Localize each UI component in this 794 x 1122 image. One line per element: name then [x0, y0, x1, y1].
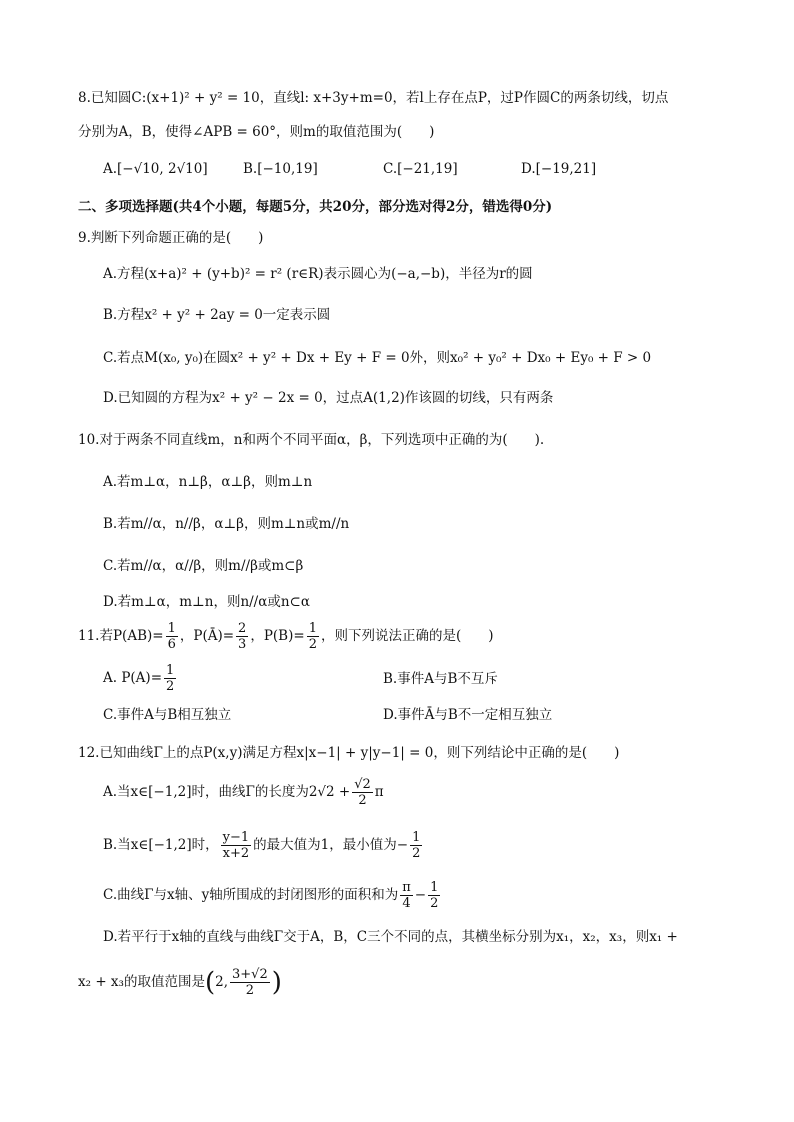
q12-option-b: B.当x∈[−1,2]时， $\frac{y-1}{x+2}$ 的最大值为1，最小值为− $\frac{1}{2}$: [103, 830, 421, 861]
q12-option-d-line1: D.若平行于x轴的直线与曲线Γ交于A，B，C三个不同的点，其横坐标分别为x₁，x₂，x₃，则x₁ +: [103, 929, 678, 945]
q10-option-d: D.若m⊥α，m⊥n，则n//α或n⊂α: [103, 594, 310, 610]
fraction: $\frac{\pi}{4}$: [402, 880, 411, 911]
fraction: $\frac{1}{2}$: [430, 880, 439, 911]
q12-stem: 12.已知曲线Γ上的点P(x,y)满足方程x|x−1| + y|y−1| = 0，则下列结论中正确的是( ): [78, 745, 620, 761]
fraction: $\frac{1}{2}$: [308, 621, 317, 652]
q9-stem: 9.判断下列命题正确的是( ): [78, 230, 264, 246]
q10-stem: 10.对于两条不同直线m，n和两个不同平面α，β，下列选项中正确的为( ).: [78, 432, 545, 448]
q8-option-a: A.[−√10, 2√10]: [103, 161, 208, 177]
q11-option-c: C.事件A与B相互独立: [103, 707, 232, 723]
q8-option-c: C.[−21,19]: [383, 161, 458, 177]
fraction: $\frac{1}{6}$: [167, 621, 176, 652]
fraction: $\frac{1}{2}$: [166, 663, 175, 694]
q10-option-b: B.若m//α，n//β，α⊥β，则m⊥n或m//n: [103, 516, 350, 532]
fraction: $\frac{√2}{2}$: [354, 777, 371, 808]
q11-stem: 11.若P(AB)= $\frac{1}{6}$ ，P(Ā)= $\frac{2}{3}$ ，P(B)= $\frac{1}{2}$ ，则下列说法正确的是( ): [78, 621, 494, 652]
q10-option-a: A.若m⊥α，n⊥β，α⊥β，则m⊥n: [103, 474, 313, 490]
q9-option-a: A.方程(x+a)² + (y+b)² = r² (r∈R)表示圆心为(−a,−b)，半径为r的圆: [103, 266, 533, 282]
q9-option-d: D.已知圆的方程为x² + y² − 2x = 0，过点A(1,2)作该圆的切线，只有两条: [103, 390, 554, 406]
q8-line2: 分别为A，B，使得∠APB = 60°，则m的取值范围为( ): [78, 124, 435, 140]
q11-option-a: A. P(A)= $\frac{1}{2}$: [103, 663, 175, 694]
q12-option-a: A.当x∈[−1,2]时，曲线Γ的长度为2√2 + $\frac{√2}{2}$ π: [103, 777, 384, 808]
q11-option-d: D.事件Ā与B不一定相互独立: [383, 707, 553, 723]
q8-option-d: D.[−19,21]: [521, 161, 597, 177]
fraction: $\frac{1}{2}$: [412, 830, 421, 861]
fraction: $\frac{3+√2}{2}$: [232, 967, 268, 998]
q8-line1: 8.已知圆C:(x+1)² + y² = 10，直线l: x+3y+m=0，若l上存在点P，过P作圆C的两条切线，切点: [78, 90, 669, 106]
section-heading: 二、多项选择题(共4个小题，每题5分，共20分，部分选对得2分，错选得0分): [78, 199, 553, 215]
q9-option-c: C.若点M(x₀, y₀)在圆x² + y² + Dx + Ey + F = 0外，则x₀² + y₀² + Dx₀ + Ey₀ + F > 0: [103, 350, 652, 366]
fraction: $\frac{2}{3}$: [238, 621, 247, 652]
q9-option-b: B.方程x² + y² + 2ay = 0一定表示圆: [103, 307, 331, 323]
q10-option-c: C.若m//α，α//β，则m//β或m⊂β: [103, 558, 304, 574]
q11-option-b: B.事件A与B不互斥: [383, 671, 498, 687]
q12-option-c: C.曲线Γ与x轴、y轴所围成的封闭图形的面积和为 $\frac{\pi}{4}$ − $\frac{1}{2}$: [103, 880, 439, 911]
fraction: $\frac{y-1}{x+2}$: [222, 830, 250, 861]
q12-option-d-line2: x₂ + x₃的取值范围是(2, $\frac{3+√2}{2}$ ): [78, 967, 282, 998]
q8-option-b: B.[−10,19]: [243, 161, 318, 177]
